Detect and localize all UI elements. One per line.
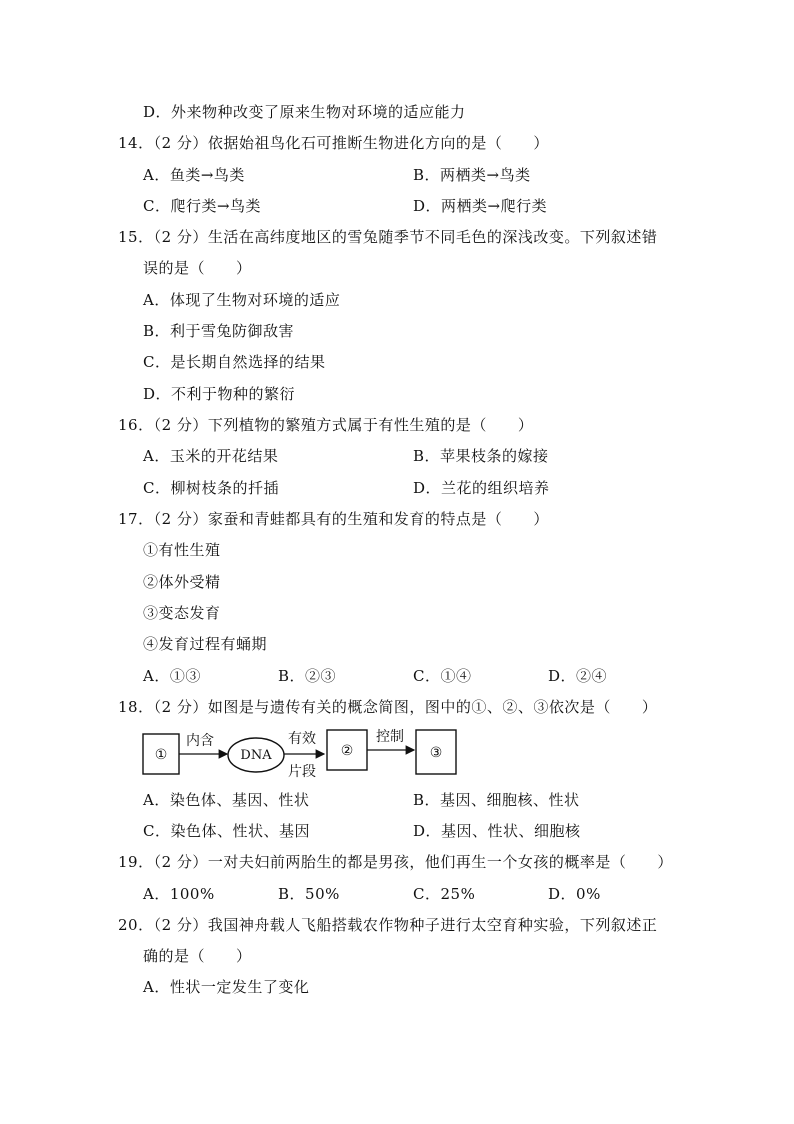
- diagram-dna-label: DNA: [240, 748, 272, 763]
- q17-option-a: A．①③: [143, 667, 201, 685]
- q16-option-a: A．玉米的开花结果: [143, 447, 279, 465]
- q18-option-a: A．染色体、基因、性状: [143, 791, 310, 809]
- q14-option-c: C．爬行类→鸟类: [143, 197, 262, 215]
- q17-item-2: ②体外受精: [143, 573, 221, 591]
- q19-option-a: A．100%: [143, 885, 215, 903]
- q14-option-b: B．两栖类→鸟类: [413, 166, 531, 184]
- diagram-arrow-contains-label: 内含: [186, 733, 214, 749]
- diagram-arrow-controls-label: 控制: [376, 729, 404, 745]
- q20-stem-line1: 20．（2 分）我国神舟载人飞船搭载农作物种子进行太空育种实验，下列叙述正: [118, 916, 658, 934]
- q15-option-d: D．不利于物种的繁衍: [143, 385, 296, 403]
- q14-option-a: A．鱼类→鸟类: [143, 166, 245, 184]
- q18-option-c: C．染色体、性状、基因: [143, 822, 310, 840]
- diagram-box-3-label: ③: [429, 745, 443, 761]
- diagram-box-2-label: ②: [340, 743, 354, 759]
- q16-option-d: D．兰花的组织培养: [413, 479, 550, 497]
- q17-option-c: C．①④: [413, 667, 472, 685]
- diagram-arrow-effective-label: 有效: [288, 731, 316, 747]
- q19-option-b: B．50%: [278, 885, 340, 903]
- q19-option-d: D．0%: [548, 885, 601, 903]
- q19-stem: 19．（2 分）一对夫妇前两胎生的都是男孩，他们再生一个女孩的概率是（ ）: [118, 853, 673, 871]
- q16-stem: 16．（2 分）下列植物的繁殖方式属于有性生殖的是（ ）: [118, 416, 534, 434]
- diagram-arrow-segment-label: 片段: [288, 764, 316, 780]
- q15-stem-line1: 15．（2 分）生活在高纬度地区的雪兔随季节不同毛色的深浅改变。下列叙述错: [118, 228, 658, 246]
- q19-option-c: C．25%: [413, 885, 476, 903]
- q15-option-a: A．体现了生物对环境的适应: [143, 291, 341, 309]
- q17-item-1: ①有性生殖: [143, 541, 221, 559]
- q18-option-d: D．基因、性状、细胞核: [413, 822, 581, 840]
- q16-option-c: C．柳树枝条的扦插: [143, 479, 279, 497]
- q18-stem: 18．（2 分）如图是与遗传有关的概念简图，图中的①、②、③依次是（ ）: [118, 698, 658, 716]
- q15-stem-line2: 误的是（ ）: [143, 259, 252, 277]
- q18-option-b: B．基因、细胞核、性状: [413, 791, 580, 809]
- q20-stem-line2: 确的是（ ）: [143, 947, 252, 965]
- q17-option-d: D．②④: [548, 667, 608, 685]
- q14-option-d: D．两栖类→爬行类: [413, 197, 548, 215]
- q17-item-4: ④发育过程有蛹期: [143, 635, 268, 653]
- q16-option-b: B．苹果枝条的嫁接: [413, 447, 549, 465]
- q17-stem: 17．（2 分）家蚕和青蛙都具有的生殖和发育的特点是（ ）: [118, 510, 549, 528]
- q13-option-d: D．外来物种改变了原来生物对环境的适应能力: [143, 103, 466, 121]
- q15-option-c: C．是长期自然选择的结果: [143, 353, 326, 371]
- genetics-concept-diagram: [140, 726, 470, 780]
- diagram-box-1-label: ①: [154, 747, 168, 763]
- q17-option-b: B．②③: [278, 667, 337, 685]
- q14-stem: 14．（2 分）依据始祖鸟化石可推断生物进化方向的是（ ）: [118, 134, 549, 152]
- q20-option-a: A．性状一定发生了变化: [143, 978, 310, 996]
- q15-option-b: B．利于雪兔防御敌害: [143, 322, 295, 340]
- q17-item-3: ③变态发育: [143, 604, 221, 622]
